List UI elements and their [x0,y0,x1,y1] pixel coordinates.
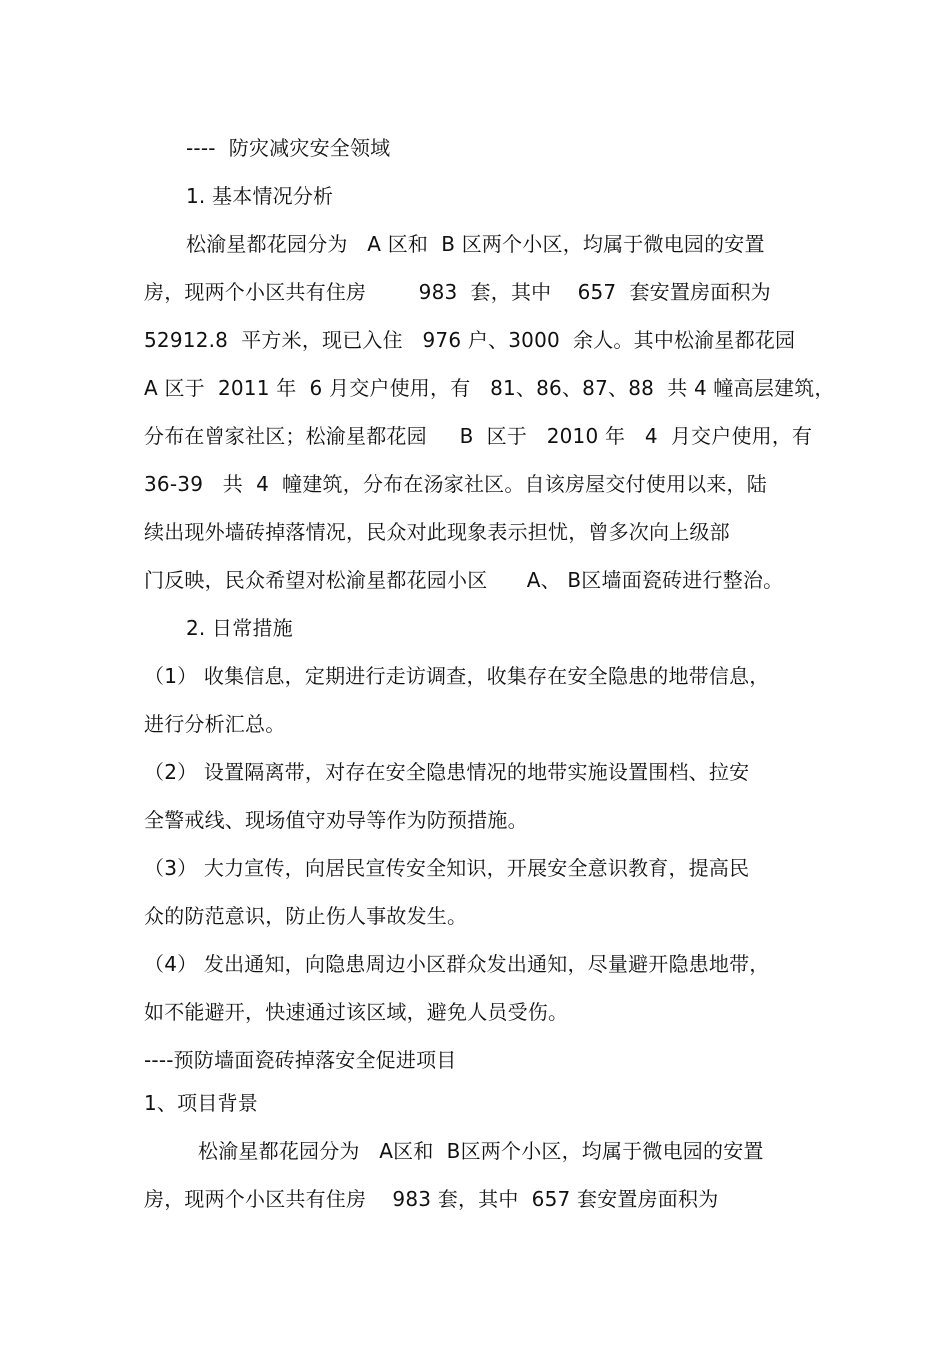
section-heading: ---- 防灾减灾安全领域 [186,136,391,160]
paragraph-line: 松渝星都花园分为 A区和 B区两个小区，均属于微电园的安置 [198,1139,764,1163]
subsection-heading: 2. 日常措施 [186,616,293,640]
paragraph-line: 分布在曾家社区；松渝星都花园 B 区于 2010 年 4 月交户使用，有 [144,424,813,448]
subsection-heading: 1. 基本情况分析 [186,184,334,208]
list-item: 众的防范意识，防止伤人事故发生。 [144,904,468,928]
paragraph-line: 36-39 共 4 幢建筑，分布在汤家社区。自该房屋交付使用以来，陆 [144,472,767,496]
paragraph-line: 房，现两个小区共有住房 983 套，其中 657 套安置房面积为 [144,280,771,304]
paragraph-line: A 区于 2011 年 6 月交户使用，有 81、86、87、88 共 4 幢高层建筑， [144,376,835,400]
paragraph-line: 门反映，民众希望对松渝星都花园小区 A、 B区墙面瓷砖进行整治。 [144,568,784,592]
paragraph-line: 房，现两个小区共有住房 983 套，其中 657 套安置房面积为 [144,1187,719,1211]
list-item: （3） 大力宣传，向居民宣传安全知识，开展安全意识教育，提高民 [144,856,750,880]
list-item: （4） 发出通知，向隐患周边小区群众发出通知，尽量避开隐患地带， [144,952,770,976]
list-item: （2） 设置隔离带，对存在安全隐患情况的地带实施设置围档、拉安 [144,760,750,784]
section-heading: ----预防墙面瓷砖掉落安全促进项目 [144,1048,457,1072]
list-item: 全警戒线、现场值守劝导等作为防预措施。 [144,808,528,832]
paragraph-line: 续出现外墙砖掉落情况，民众对此现象表示担忧，曾多次向上级部 [144,520,730,544]
list-item: 如不能避开，快速通过该区域，避免人员受伤。 [144,1000,569,1024]
list-item: 进行分析汇总。 [144,712,286,736]
paragraph-line: 52912.8 平方米，现已入住 976 户、3000 余人。其中松渝星都花园 [144,328,796,352]
subsection-heading: 1、项目背景 [144,1091,258,1115]
paragraph-line: 松渝星都花园分为 A 区和 B 区两个小区，均属于微电园的安置 [186,232,765,256]
list-item: （1） 收集信息，定期进行走访调查，收集存在安全隐患的地带信息， [144,664,770,688]
